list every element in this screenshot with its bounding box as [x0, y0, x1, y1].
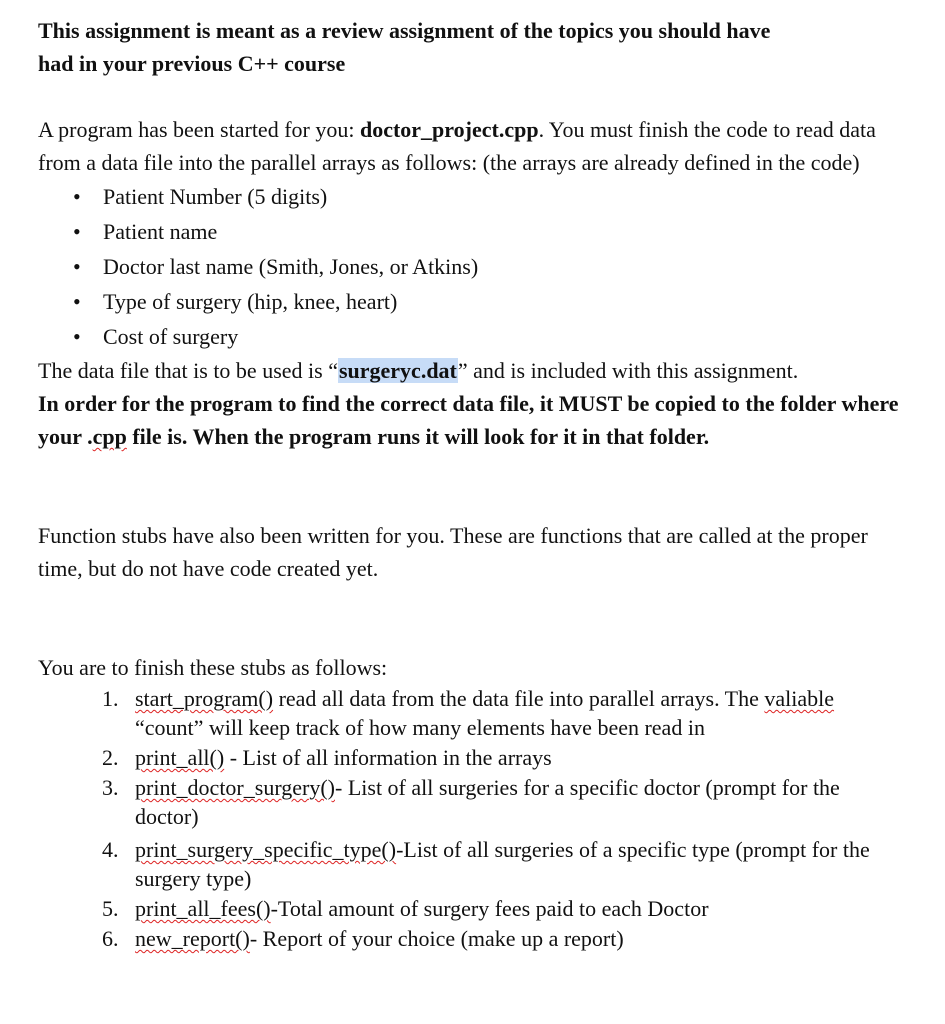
function-name[interactable]: print_all_fees() [135, 896, 271, 921]
list-item: 6. new_report()- Report of your choice (make up a report) [102, 926, 624, 951]
list-item: • Doctor last name (Smith, Jones, or Atkins) [38, 249, 905, 284]
bullet-icon: • [73, 219, 81, 244]
list-item: 1. start_program() read all data from the data file into parallel arrays. The valiable “count” will keep track of how many elements have been read in [102, 686, 835, 740]
bullet-icon: • [73, 324, 81, 349]
array-field-list [38, 179, 905, 354]
bullet-icon: • [73, 254, 81, 279]
function-name[interactable]: new_report() [135, 926, 250, 951]
list-item: • Patient name [38, 214, 905, 249]
intro-paragraph [38, 113, 905, 179]
intro-suffix: . You must finish the code to read data from a data file into the parallel arrays as follows: (the arrays are already defined in the code) [38, 117, 876, 175]
intro-filename: doctor_project.cpp [359, 117, 539, 142]
assignment-heading [38, 14, 905, 80]
stub-steps-list [38, 684, 905, 953]
datafile-suffix: ” and is included with this assignment. [457, 358, 799, 383]
bullet-icon: • [73, 184, 81, 209]
list-item: • Cost of surgery [38, 319, 905, 354]
finish-intro: You are to finish these stubs as follows: [38, 655, 388, 680]
function-name[interactable]: print_surgery_specific_type() [135, 837, 397, 862]
list-item: • Type of surgery (hip, knee, heart) [38, 284, 905, 319]
list-item: 2. print_all() - List of all information in the arrays [102, 745, 552, 770]
spacer [38, 80, 905, 113]
list-item: • Patient Number (5 digits) [38, 179, 905, 214]
list-item: 4. print_surgery_specific_type()-List of all surgeries of a specific type (prompt for the surgery type) [102, 837, 870, 891]
spacer [38, 585, 905, 651]
list-item: 5. print_all_fees()-Total amount of surgery fees paid to each Doctor [102, 896, 709, 921]
spellcheck-cpp[interactable]: cpp [92, 424, 127, 449]
heading-line-2: had in your previous C++ course [38, 51, 346, 76]
intro-prefix: A program has been started for you: [38, 117, 360, 142]
spacer [38, 453, 905, 519]
function-name[interactable]: print_doctor_surgery() [135, 775, 335, 800]
function-name[interactable]: start_program() [135, 686, 274, 711]
heading-line-1: This assignment is meant as a review assignment of the topics you should have [38, 18, 771, 43]
warning-paragraph [38, 387, 905, 453]
datafile-paragraph [38, 354, 905, 387]
list-item: 3. print_doctor_surgery()- List of all surgeries for a specific doctor (prompt for the doctor) [102, 775, 840, 829]
stubs-paragraph: Function stubs have also been written for you. These are functions that are called at the proper time, but do not have code created yet. [38, 523, 868, 581]
bullet-icon: • [73, 289, 81, 314]
spellcheck-word[interactable]: valiable [764, 686, 835, 711]
warning-part-1: In order for the program to find the correct data file, it MUST be copied to the folder where your . [38, 391, 899, 449]
datafile-prefix: The data file that is to be used is “ [38, 358, 338, 383]
datafile-name-selection[interactable]: surgeryc.dat [338, 358, 457, 383]
function-name[interactable]: print_all() [135, 745, 225, 770]
warning-part-2: file is. When the program runs it will look for it in that folder. [126, 424, 710, 449]
